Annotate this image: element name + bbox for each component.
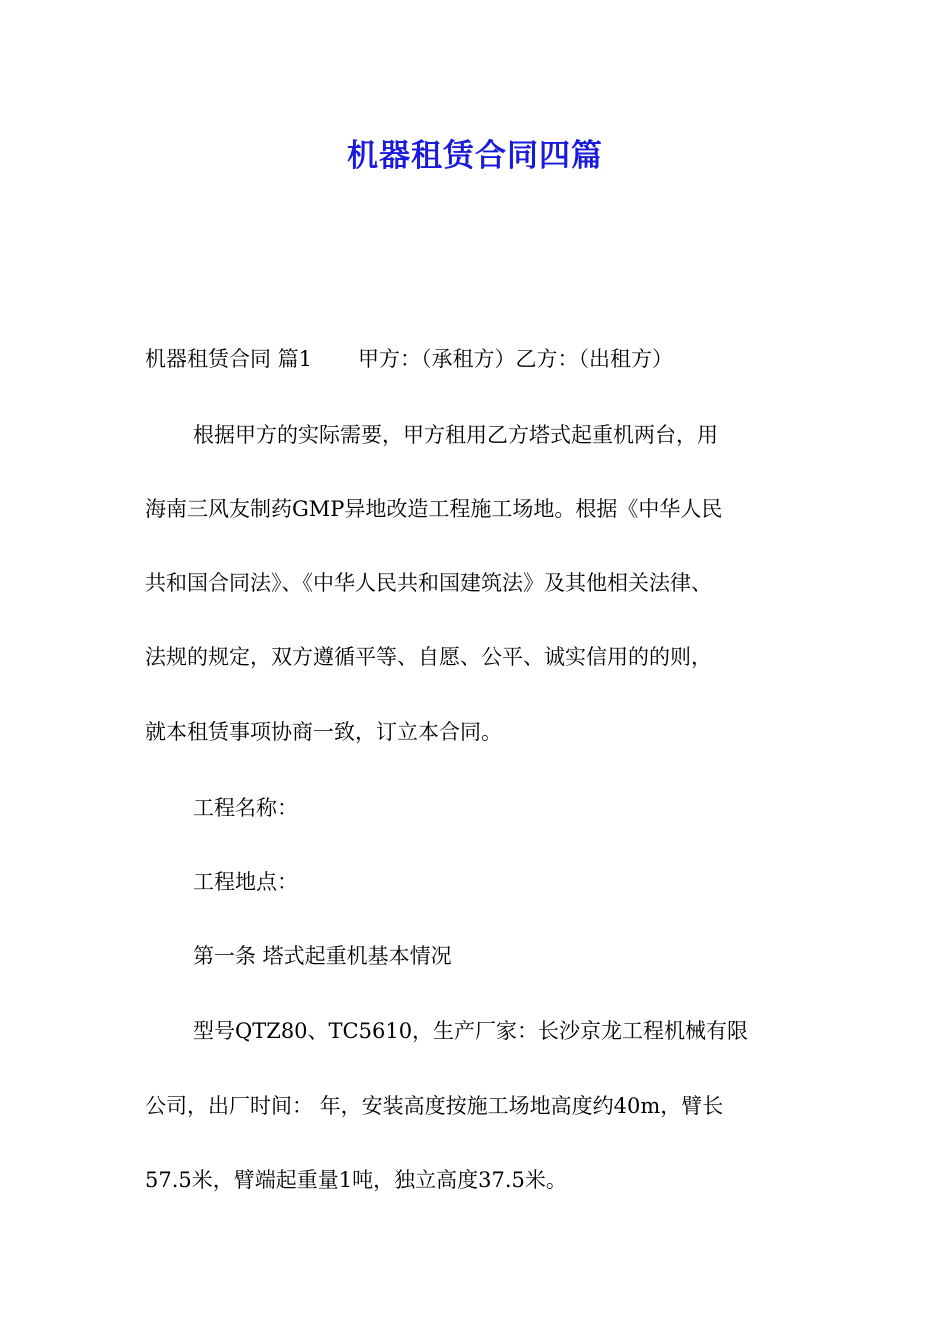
paragraph-line: 型号QTZ80、TC5610，生产厂家：长沙京龙工程机械有限: [193, 1019, 749, 1043]
paragraph-line: 法规的规定，双方遵循平等、自愿、公平、诚实信用的的则，: [145, 645, 712, 669]
contract-header-line: [145, 344, 673, 374]
paragraph-line: 共和国合同法》、《中华人民共和国建筑法》及其他相关法律、: [145, 571, 712, 595]
paragraph-line: 根据甲方的实际需要，甲方租用乙方塔式起重机两台，用: [193, 423, 718, 447]
article-title: 第一条 塔式起重机基本情况: [193, 944, 452, 968]
paragraph-line: 57.5米，臂端起重量1吨，独立高度37.5米。: [145, 1168, 567, 1192]
project-location-label: 工程地点：: [193, 870, 298, 894]
document-title: 机器租赁合同四篇: [347, 138, 603, 174]
paragraph-line: 公司，出厂时间： 年，安装高度按施工场地高度约40m，臂长: [145, 1094, 724, 1118]
paragraph-line: 海南三风友制药GMP异地改造工程施工场地。根据《中华人民: [145, 497, 723, 521]
contract-parties: 甲方：（承租方）乙方：（出租方）: [358, 347, 674, 371]
project-name-label: 工程名称：: [193, 796, 298, 820]
paragraph-line: 就本租赁事项协商一致，订立本合同。: [145, 720, 502, 744]
contract-label: 机器租赁合同 篇1: [145, 347, 313, 371]
